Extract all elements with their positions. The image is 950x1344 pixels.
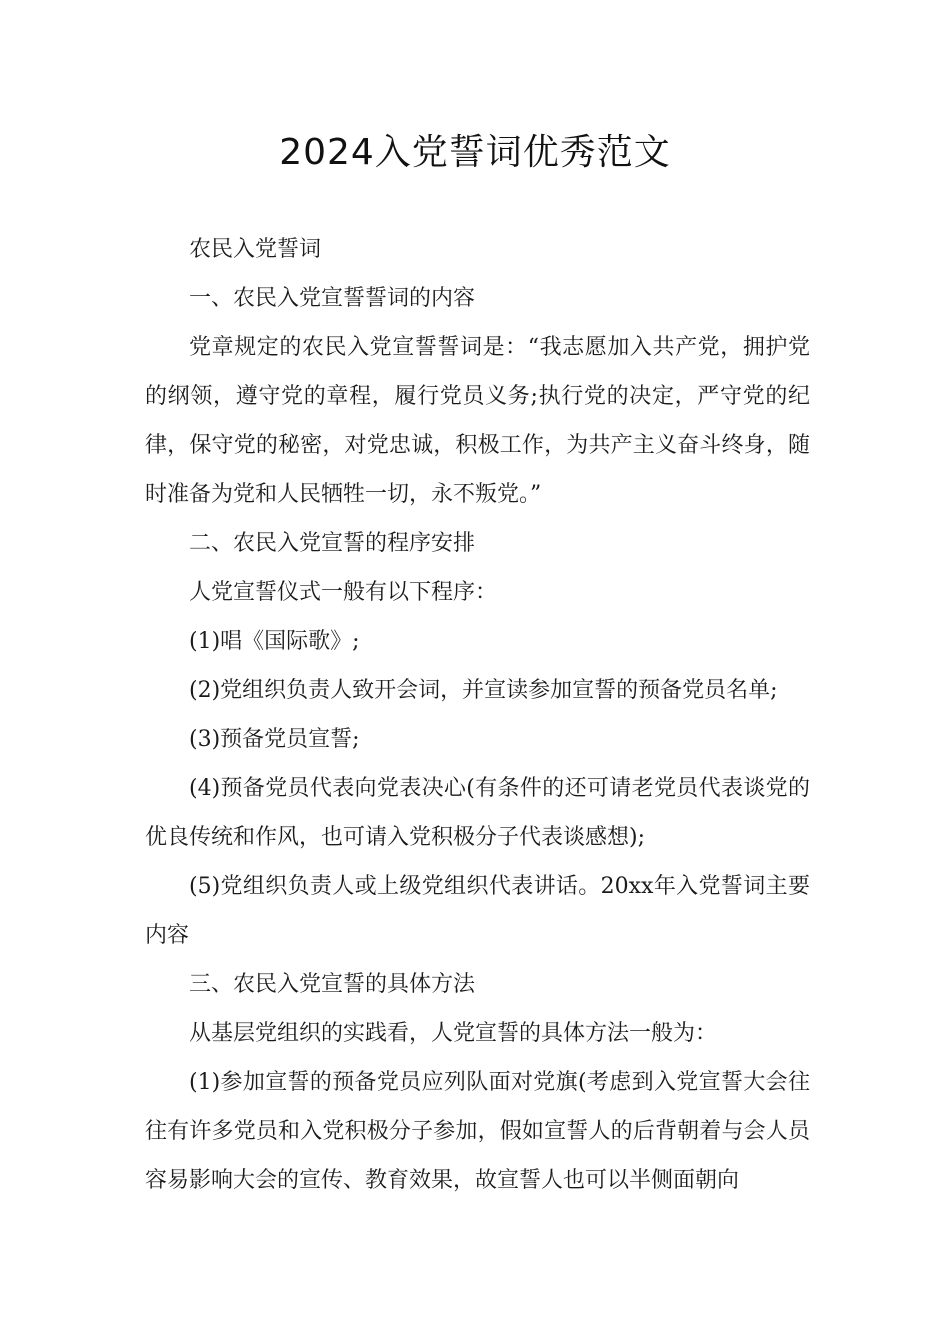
list-item-1: (1)唱《国际歌》;: [189, 629, 360, 654]
paragraph-method-intro: 从基层党组织的实践看，人党宣誓的具体方法一般为：: [189, 1021, 718, 1046]
paragraph-procedure-intro: 人党宣誓仪式一般有以下程序：: [189, 580, 498, 605]
section-heading-1: 一、农民入党宣誓誓词的内容: [189, 286, 476, 311]
paragraph-oath-text: 党章规定的农民入党宣誓誓词是：“我志愿加入共产党，拥护党的纲领，遵守党的章程，履行党员义务;执行党的决定，严守党的纪律，保守党的秘密，对党忠诚，积极工作，为共产主义奋斗终身，随时准备为党和人民牺牲一切，永不叛党。”: [145, 335, 810, 507]
list-item-5: (5)党组织负责人或上级党组织代表讲话。20xx年入党誓词主要内容: [145, 874, 810, 948]
document-title: 2024入党誓词优秀范文: [279, 132, 671, 173]
method-item-1: (1)参加宣誓的预备党员应列队面对党旗(考虑到入党宣誓大会往往有许多党员和入党积极分子参加，假如宣誓人的后背朝着与会人员容易影响大会的宣传、教育效果，故宣誓人也可以半侧面朝向: [145, 1070, 810, 1193]
document-body: [145, 225, 810, 1205]
list-item-2: (2)党组织负责人致开会词，并宣读参加宣誓的预备党员名单;: [189, 678, 778, 703]
paragraph-subtitle: 农民入党誓词: [189, 237, 322, 262]
list-item-4: (4)预备党员代表向党表决心(有条件的还可请老党员代表谈党的优良传统和作风，也可请入党积极分子代表谈感想);: [145, 776, 810, 850]
section-heading-3: 三、农民入党宣誓的具体方法: [189, 972, 476, 997]
list-item-3: (3)预备党员宣誓;: [189, 727, 360, 752]
section-heading-2: 二、农民入党宣誓的程序安排: [189, 531, 476, 556]
